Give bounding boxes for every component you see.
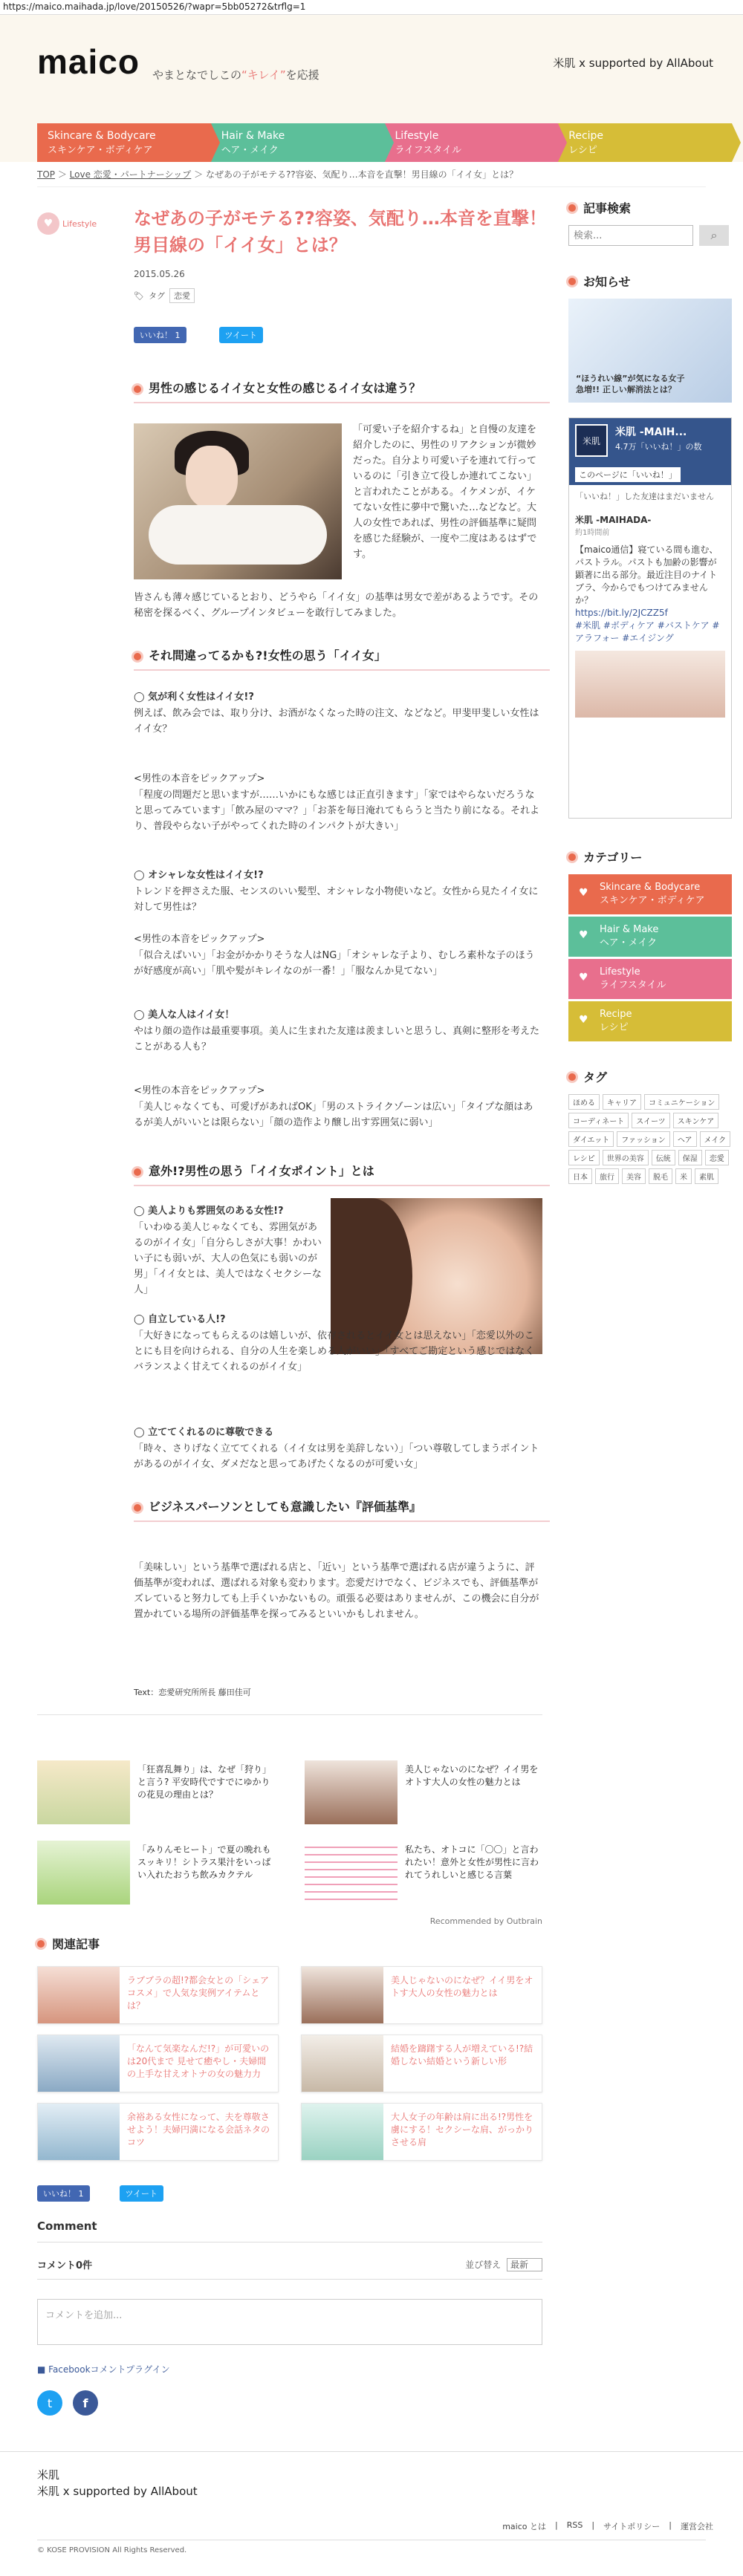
paragraph: <男性の本音をピックアップ> bbox=[134, 934, 265, 945]
search-icon[interactable]: ⌕ bbox=[699, 225, 729, 246]
tag-chip[interactable]: ヘア bbox=[673, 1131, 697, 1147]
paragraph: 「大好きになってもらえるのは嬉しいが、依存されるとイイ女とは思えない」「恋愛以外のことにも目を向けられる、自分の人生を楽しめる人がいい」「すべてご勘定という感じではなくバランスよく甘えてくれるのがイイ女」 bbox=[134, 1330, 535, 1373]
facebook-icon: ■ bbox=[37, 2364, 49, 2375]
site-footer bbox=[0, 2451, 743, 2576]
footer-link-rss[interactable]: RSS bbox=[566, 2520, 583, 2530]
subsection-title: ◯ 美人よりも雰囲気のある女性!? bbox=[134, 1206, 284, 1217]
nav-lifestyle[interactable]: Lifestyle ライフスタイル bbox=[385, 123, 559, 162]
nav-recipe[interactable]: Recipe レシピ bbox=[558, 123, 732, 162]
search-title: 記事検索 bbox=[568, 199, 732, 216]
outbrain-item[interactable]: 私たち、オトコに「〇〇」と言われたい！意外と女性が男性に言われてうれしいと感じる言葉 bbox=[305, 1841, 542, 1915]
facebook-like-button[interactable]: いいね！ 1 bbox=[134, 327, 186, 343]
tag-chip[interactable]: キャリア bbox=[603, 1094, 641, 1110]
heart-icon: ♥ bbox=[37, 212, 59, 235]
footer-links: maico とは | RSS | サイトポリシー | 運営会社 bbox=[502, 2520, 713, 2531]
category-skincare[interactable]: ♥ Skincare & Bodycare スキンケア・ボディケア bbox=[568, 874, 732, 914]
tag-chip[interactable]: ほめる bbox=[568, 1094, 600, 1110]
breadcrumb-top[interactable]: TOP bbox=[37, 169, 56, 180]
tag-chip[interactable]: 脱毛 bbox=[649, 1168, 672, 1184]
footer-supported[interactable]: 米肌 x supported by AllAbout bbox=[37, 2485, 198, 2498]
tag-chip[interactable]: スキンケア bbox=[673, 1113, 719, 1128]
footer-link-about[interactable]: maico とは bbox=[502, 2522, 546, 2531]
comment-input[interactable]: コメントを追加... bbox=[37, 2299, 542, 2345]
article bbox=[37, 199, 547, 1697]
section-heading: ビジネスパーソンとしても意識したい『評価基準』 bbox=[134, 1497, 550, 1522]
category-recipe[interactable]: ♥ Recipe レシピ bbox=[568, 1001, 732, 1041]
closing-paragraph: 「美味しい」という基準で選ばれる店と、「近い」という基準で選ばれる店が違うように、評価基準が変われば、選ばれる対象も変わります。恋愛だけでなく、ビジネスでも、評価基準がズレていると努力しても上手くいかないもの。頑張る必要はありませんが、この機会に自分が置かれている場所の評価基準を探ってみるといいかもしれません。 bbox=[134, 1562, 539, 1620]
tag-chip[interactable]: コーディネート bbox=[568, 1113, 629, 1128]
footer-link-policy[interactable]: サイトポリシー bbox=[603, 2522, 661, 2531]
fb-post-link[interactable]: https://bit.ly/2JCZZ5f bbox=[575, 608, 668, 618]
address-bar[interactable]: https://maico.maihada.jp/love/20150526/?wapr=5bb05272&trflg=1 bbox=[0, 0, 743, 15]
footer-link-company[interactable]: 運営会社 bbox=[681, 2522, 713, 2531]
tagline: やまとなでしこの“キレイ”を応援 bbox=[152, 68, 319, 82]
share-buttons bbox=[134, 327, 263, 343]
tag-chip[interactable]: 日本 bbox=[568, 1168, 592, 1184]
related-item[interactable]: 大人女子の年齢は肩に出る!?男性を虜にする！セクシーな肩、がっかりさせる肩 bbox=[301, 2103, 542, 2161]
section-heading: 意外!?男性の思う「イイ女ポイント」とは bbox=[134, 1162, 550, 1186]
tag-chip[interactable]: 伝統 bbox=[652, 1150, 675, 1165]
related-item[interactable]: 余裕ある女性になって、夫を尊敬させよう！夫婦円満になる会話ネタのコツ bbox=[37, 2103, 279, 2161]
tag-chip[interactable]: 恋愛 bbox=[705, 1150, 729, 1165]
facebook-icon[interactable]: f bbox=[73, 2390, 98, 2416]
paragraph: 「似合えばいい」「お金がかかりそうな人はNG」「オシャレな子より、むしろ素朴な子のほうが好感度が高い」「肌や髪がキレイなのが一番！」「服なんか見てない」 bbox=[134, 950, 535, 977]
tag-chip[interactable]: コミュニケーション bbox=[644, 1094, 719, 1110]
nav-hair-make[interactable]: Hair & Make ヘア・メイク bbox=[211, 123, 385, 162]
tag-chip[interactable]: レシピ bbox=[568, 1150, 600, 1165]
fb-fan-count: 4.7万「いいね！」の数 bbox=[615, 442, 702, 452]
related-item[interactable]: 美人じゃないのになぜ？イイ男をオトす大人の女性の魅力とは bbox=[301, 1966, 542, 2024]
brand-logo[interactable]: 米肌 bbox=[575, 424, 608, 457]
facebook-page-widget bbox=[568, 417, 732, 819]
main-nav bbox=[37, 123, 732, 162]
twitter-icon[interactable]: t bbox=[37, 2390, 62, 2416]
copyright: © KOSE PROVISION All Rights Reserved. bbox=[37, 2540, 706, 2554]
paragraph: <男性の本音をピックアップ> bbox=[134, 773, 265, 784]
outbrain-item[interactable]: 「みりんモヒート」で夏の晩れもスッキリ！シトラス果汁をいっぱい入れたおうち飲みカクテル bbox=[37, 1841, 275, 1915]
outbrain-item[interactable]: 美人じゃないのになぜ？イイ男をオトす大人の女性の魅力とは bbox=[305, 1760, 542, 1835]
tag-title: タグ bbox=[568, 1068, 732, 1085]
related-articles bbox=[37, 1935, 542, 2147]
paragraph: 「時々、さりげなく立ててくれる（イイ女は男を美辞しない）」「つい尊敬してしまうポイントがあるのがイイ女、ダメだなと思ってあげたくなるのが可愛い女」 bbox=[134, 1443, 539, 1470]
related-item[interactable]: ラブブラの超!?都会女との「シェアコスメ」で人気な実例アイテムとは？ bbox=[37, 1966, 279, 2024]
sidebar bbox=[568, 199, 732, 1184]
news-banner[interactable]: “ほうれい線”が気になる女子 急増!! 正しい解消法とは？ bbox=[568, 299, 732, 403]
sort-label: 並び替え bbox=[465, 2260, 502, 2270]
paragraph: <男性の本音をピックアップ> bbox=[134, 1085, 265, 1096]
supported-by[interactable]: 米肌 x supported by AllAbout bbox=[553, 56, 713, 70]
tag-chip[interactable]: ファッション bbox=[617, 1131, 670, 1147]
outbrain-credit[interactable]: Recommended by Outbrain bbox=[429, 1916, 542, 1926]
section-heading: 男性の感じるイイ女と女性の感じるイイ女は違う？ bbox=[134, 379, 550, 403]
breadcrumb-category[interactable]: Love 恋愛・パートナーシップ bbox=[69, 169, 192, 180]
sort-select[interactable]: 最新 bbox=[507, 2258, 542, 2271]
paragraph: トレンドを押さえた服、センスのいい髪型、オシャレな小物使いなど。女性から見たイイ女に対して男性は？ bbox=[134, 886, 539, 913]
search-input[interactable] bbox=[568, 225, 693, 246]
related-item[interactable]: 「なんて気楽なんだ!?」が可愛いのは20代まで 見せて癒やし・夫婦間の上手な甘えオトナの女の魅力力 bbox=[37, 2035, 279, 2092]
author-credit: Text：恋愛研究所所長 藤田佳可 bbox=[134, 1688, 251, 1697]
category-lifestyle[interactable]: ♥ Lifestyle ライフスタイル bbox=[568, 959, 732, 999]
subsection-title: ◯ 自立している人!? bbox=[134, 1314, 226, 1325]
article-title: なぜあの子がモテる??容姿、気配り…本音を直撃！男目線の「イイ女」とは？ bbox=[134, 208, 547, 256]
fb-post: 米肌 -MAIHADA- 約1時間前 【maico通信】寝ている間も進む、パストラル。パストも加齢の影響が顕著に出る部分。最近注目のナイトブラ、今からでもつけてみませんか？ https://bit.ly/2JCZZ5f #米肌 #ボディケア #バストケア #アラフォー #エイジング bbox=[569, 508, 731, 651]
tag-chip[interactable]: 恋愛 bbox=[169, 288, 195, 303]
paragraph: 「美人じゃなくても、可愛げがあればOK」「男のストライクゾーンは広い」「タイプな顔はあるが美人がいいとは限らない」「顔の造作より醸し出す雰囲気に弱い」 bbox=[134, 1102, 533, 1128]
tweet-button[interactable]: ツイート bbox=[219, 327, 263, 343]
related-item[interactable]: 結婚を躊躇する人が増えている!?結婚しない結婚という新しい形 bbox=[301, 2035, 542, 2092]
subsection-title: ◯ 美人な人はイイ女！ bbox=[134, 1009, 235, 1021]
article-tags: 🏷 タグ 恋愛 bbox=[134, 288, 542, 303]
tag-chip[interactable]: 米 bbox=[675, 1168, 692, 1184]
comments-title: Comment bbox=[37, 2219, 542, 2242]
tag-chip[interactable]: メイク bbox=[700, 1131, 731, 1147]
tag-chip[interactable]: 旅行 bbox=[595, 1168, 619, 1184]
breadcrumb: TOP ＞ Love 恋愛・パートナーシップ ＞ なぜあの子がモテる??容姿、気配り…本音を直撃！男目線の「イイ女」とは？ bbox=[37, 168, 706, 187]
tag-cloud bbox=[568, 1094, 732, 1184]
category-badge[interactable]: ♥ Lifestyle bbox=[37, 212, 97, 235]
paragraph: 「程度の問題だと思いますが……いかにもな感じは正直引きます」「家ではやらないだろうなと思ってみています」「飲み屋のママ？」「お茶を毎日淹れてもらうと当たり前になる。それより、普段やらない子がやってくれた時のインパクトが大きい」 bbox=[134, 790, 540, 832]
tag-chip[interactable]: 世界の美容 bbox=[603, 1150, 649, 1165]
intro-bottom: 皆さんも薄々感じているとおり、どうやら「イイ女」の基準は男女で差があるようです。その秘密を探るべく、グループインタビューを敢行してみました。 bbox=[134, 592, 539, 619]
tag-chip[interactable]: スイーツ bbox=[632, 1113, 669, 1128]
tag-chip[interactable]: 保湿 bbox=[678, 1150, 702, 1165]
paragraph: 「いわゆる美人じゃなくても、雰囲気があるのがイイ女」「自分らしさが大事！かわいい子にも弱いが、大人の色気にも弱いのが男」「イイ女とは、美人ではなくセクシーな人」 bbox=[134, 1222, 322, 1295]
outbrain-item[interactable]: 「狂喜乱舞り」は、なぜ「狩り」と言う? 平安時代ですでにゆかりの花見の理由とは？ bbox=[37, 1760, 275, 1835]
fb-friends-note: 「いいね！」した友達はまだいません bbox=[575, 492, 714, 501]
footer-brand[interactable]: 米肌 bbox=[37, 2468, 60, 2482]
breadcrumb-current: なぜあの子がモテる??容姿、気配り…本音を直撃！男目線の「イイ女」とは？ bbox=[205, 169, 519, 180]
fb-post-image[interactable] bbox=[575, 651, 725, 718]
category-title: カテゴリー bbox=[568, 848, 732, 865]
nav-skincare[interactable]: Skincare & Bodycare スキンケア・ボディケア bbox=[37, 123, 211, 162]
subsection-title: ◯ 気が利く女性はイイ女!? bbox=[134, 692, 254, 703]
tag-chip[interactable]: 美容 bbox=[622, 1168, 646, 1184]
search-box bbox=[568, 225, 732, 246]
tag-chip[interactable]: 素肌 bbox=[695, 1168, 718, 1184]
fb-page-like-button[interactable]: このページに「いいね！」 bbox=[575, 467, 681, 482]
social-icons bbox=[37, 2390, 542, 2416]
paragraph: やはり顔の造作は最重要事項。美人に生まれた友達は羨ましいと思うし、真剣に整形を考えたことがある人も？ bbox=[134, 1026, 540, 1053]
tag-icon: 🏷 bbox=[134, 290, 144, 301]
tweet-button[interactable]: ツイート bbox=[120, 2185, 163, 2202]
comment-count: コメント0件 bbox=[37, 2260, 93, 2271]
category-list bbox=[568, 874, 732, 1041]
facebook-plugin-link[interactable]: ■ Facebookコメントプラグイン bbox=[37, 2364, 170, 2375]
article-date: 2015.05.26 bbox=[134, 269, 185, 279]
tag-chip[interactable]: ダイエット bbox=[568, 1131, 614, 1147]
subsection-title: ◯ オシャレな女性はイイ女!? bbox=[134, 870, 264, 881]
intro-text: 「可愛い子を紹介するね」と自慢の友達を紹介したのに、男性のリアクションが微妙だった。自分より可愛い子を連れて行っているのに「引き立て役しか連れてこない」と言われたことがある。イケメンが、イケてない女性に夢中で驚いた…などなど。大人の女性であれば、男性の評価基準に疑問を感じた経験が、一度や二度はあるはずです。 bbox=[353, 424, 537, 560]
section-heading: それ間違ってるかも?!女性の思う「イイ女」 bbox=[134, 646, 550, 671]
site-logo[interactable]: maico bbox=[37, 42, 140, 81]
facebook-like-button[interactable]: いいね！ 1 bbox=[37, 2185, 90, 2202]
site-header bbox=[0, 15, 743, 162]
subsection-title: ◯ 立ててくれるのに尊敬できる bbox=[134, 1427, 274, 1438]
category-hair-make[interactable]: ♥ Hair & Make ヘア・メイク bbox=[568, 917, 732, 957]
comments-section bbox=[37, 2219, 542, 2416]
news-title: お知らせ bbox=[568, 273, 732, 290]
paragraph: 例えば、飲み会では、取り分け、お酒がなくなった時の注文、などなど。甲斐甲斐しい女性はイイ女？ bbox=[134, 708, 539, 735]
share-buttons-bottom bbox=[37, 2185, 163, 2202]
fb-page-name[interactable]: 米肌 -MAIH... bbox=[615, 426, 687, 438]
related-title: 関連記事 bbox=[37, 1935, 542, 1952]
article-photo bbox=[134, 423, 342, 579]
